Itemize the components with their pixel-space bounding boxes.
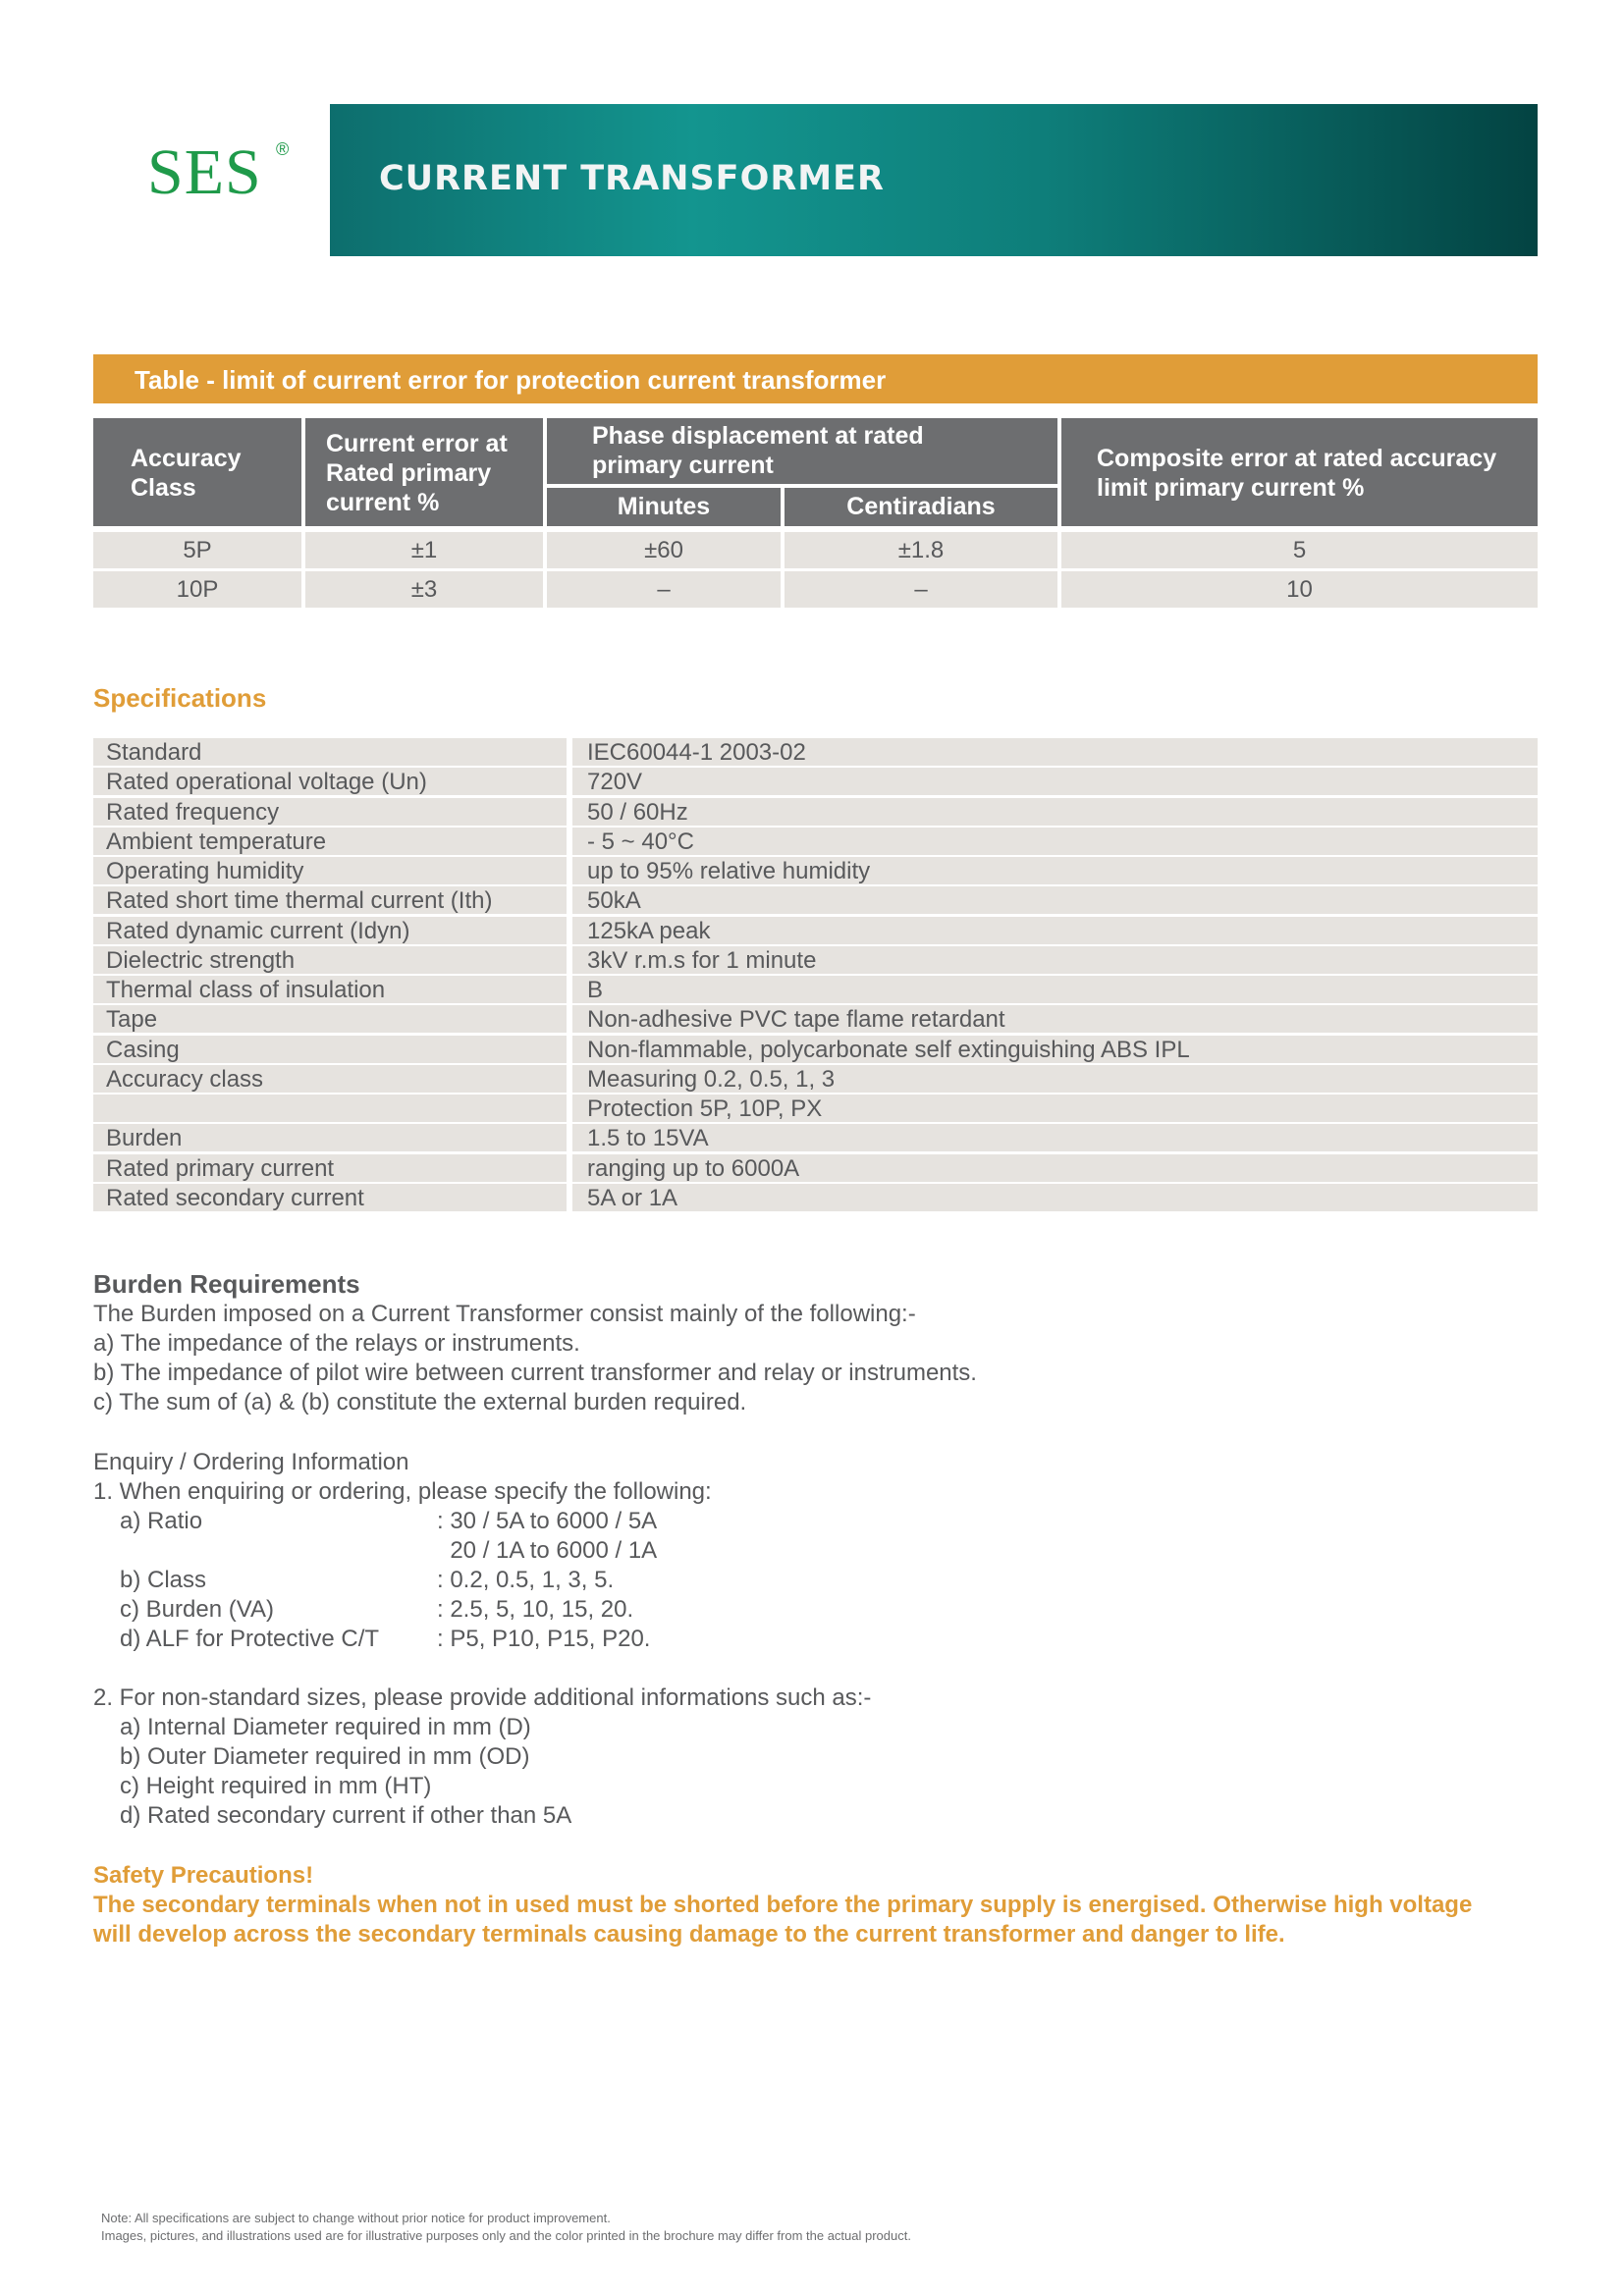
- header-minutes: Minutes: [547, 488, 781, 526]
- spec-row: [93, 1184, 1538, 1211]
- spec-value: - 5 ~ 40°C: [587, 828, 694, 855]
- spec-label: Rated secondary current: [106, 1185, 364, 1211]
- spec-value-cell: [572, 946, 1538, 974]
- enquiry-item-value: : 0.2, 0.5, 1, 3, 5.: [437, 1567, 615, 1593]
- spec-label: Burden: [106, 1125, 183, 1151]
- table-cell: 10: [1061, 571, 1538, 608]
- spec-label: Rated frequency: [106, 799, 280, 826]
- enquiry-item-2: d) Rated secondary current if other than 5A: [120, 1802, 572, 1829]
- spec-value: Non-flammable, polycarbonate self extinguishing ABS IPL: [587, 1037, 1190, 1063]
- spec-value-cell: [572, 1095, 1538, 1122]
- spec-label: Rated operational voltage (Un): [106, 769, 427, 795]
- table-cell: ±60: [547, 532, 781, 568]
- spec-value-cell: [572, 1124, 1538, 1151]
- spec-value-cell: [572, 798, 1538, 826]
- spec-value: Protection 5P, 10P, PX: [587, 1095, 823, 1122]
- enquiry-intro: 1. When enquiring or ordering, please specify the following:: [93, 1478, 712, 1505]
- spec-label: Dielectric strength: [106, 947, 296, 974]
- header-text: Composite error at rated accuracy: [1097, 445, 1497, 472]
- safety-line: The secondary terminals when not in used must be shorted before the primary supply is energised. Otherwise high voltage: [93, 1892, 1473, 1918]
- spec-label-cell: [93, 738, 567, 766]
- spec-value-cell: [572, 1036, 1538, 1063]
- enquiry-item-2: a) Internal Diameter required in mm (D): [120, 1714, 531, 1740]
- table-cell: ±1: [305, 532, 543, 568]
- spec-value: 5A or 1A: [587, 1185, 678, 1211]
- spec-label: Accuracy class: [106, 1066, 264, 1093]
- footer-note: Images, pictures, and illustrations used are for illustrative purposes only and the color printed in the brochure may differ from the actual product.: [101, 2228, 911, 2243]
- enquiry-item-2: b) Outer Diameter required in mm (OD): [120, 1743, 530, 1770]
- table-cell: 5: [1061, 532, 1538, 568]
- header-text: Phase displacement at rated: [592, 422, 924, 450]
- page-title: CURRENT TRANSFORMER: [379, 159, 885, 198]
- spec-value: 125kA peak: [587, 918, 711, 944]
- spec-label-cell: [93, 1184, 567, 1211]
- spec-value: IEC60044-1 2003-02: [587, 739, 806, 766]
- spec-row: [93, 1065, 1538, 1093]
- spec-label-cell: [93, 1124, 567, 1151]
- header-accuracy-class: [93, 418, 301, 526]
- spec-value: Non-adhesive PVC tape flame retardant: [587, 1006, 1005, 1033]
- spec-row: [93, 917, 1538, 944]
- spec-value-cell: [572, 1154, 1538, 1182]
- spec-value-cell: [572, 1184, 1538, 1211]
- spec-row: [93, 886, 1538, 914]
- spec-row: [93, 798, 1538, 826]
- spec-value: 1.5 to 15VA: [587, 1125, 709, 1151]
- enquiry-item-value: : 30 / 5A to 6000 / 5A: [437, 1508, 658, 1534]
- spec-value-cell: [572, 886, 1538, 914]
- spec-label-cell: [93, 1036, 567, 1063]
- spec-value: 50 / 60Hz: [587, 799, 688, 826]
- spec-value-cell: [572, 1065, 1538, 1093]
- table-cell: 5P: [93, 532, 301, 568]
- spec-label-cell: [93, 1154, 567, 1182]
- spec-row: [93, 1036, 1538, 1063]
- company-logo: SES: [147, 136, 262, 208]
- header-centiradians: Centiradians: [785, 488, 1057, 526]
- enquiry-item-label: d) ALF for Protective C/T: [120, 1626, 380, 1652]
- spec-label: Tape: [106, 1006, 158, 1033]
- spec-label: Operating humidity: [106, 858, 304, 884]
- spec-label-cell: [93, 857, 567, 884]
- table-cell: 10P: [93, 571, 301, 608]
- spec-label-cell: [93, 917, 567, 944]
- header-composite-error: [1061, 418, 1538, 526]
- spec-label-cell: [93, 1065, 567, 1093]
- spec-row: [93, 976, 1538, 1003]
- spec-label: Standard: [106, 739, 202, 766]
- burden-line: b) The impedance of pilot wire between current transformer and relay or instruments.: [93, 1360, 977, 1386]
- header-text: Accuracy: [131, 445, 242, 472]
- header-current-error: [305, 418, 543, 526]
- header-phase-displacement: [547, 418, 1057, 484]
- enquiry-title: Enquiry / Ordering Information: [93, 1449, 409, 1475]
- spec-value-cell: [572, 768, 1538, 795]
- enquiry-item-value: : 2.5, 5, 10, 15, 20.: [437, 1596, 634, 1623]
- spec-label: Rated dynamic current (Idyn): [106, 918, 410, 944]
- header-text: Class: [131, 474, 196, 502]
- burden-title: Burden Requirements: [93, 1269, 360, 1299]
- safety-title: Safety Precautions!: [93, 1862, 314, 1889]
- burden-line: The Burden imposed on a Current Transformer consist mainly of the following:-: [93, 1301, 916, 1327]
- spec-label: Rated primary current: [106, 1155, 335, 1182]
- spec-value-cell: [572, 828, 1538, 855]
- spec-row: [93, 1124, 1538, 1151]
- table-cell: –: [547, 571, 781, 608]
- header-text: limit primary current %: [1097, 474, 1365, 502]
- spec-label-cell: [93, 886, 567, 914]
- spec-label-cell: [93, 1005, 567, 1033]
- header-text: current %: [326, 489, 440, 516]
- enquiry-item-2: c) Height required in mm (HT): [120, 1773, 432, 1799]
- spec-label: Casing: [106, 1037, 180, 1063]
- spec-row: [93, 1154, 1538, 1182]
- spec-label-cell: [93, 976, 567, 1003]
- spec-value-cell: [572, 857, 1538, 884]
- table-cell: ±1.8: [785, 532, 1057, 568]
- spec-row: [93, 768, 1538, 795]
- spec-label: Thermal class of insulation: [106, 977, 386, 1003]
- enquiry-item-label: c) Burden (VA): [120, 1596, 274, 1623]
- table-cell: –: [785, 571, 1057, 608]
- safety-line: will develop across the secondary terminals causing damage to the current transformer and danger to life.: [93, 1921, 1285, 1948]
- spec-value-cell: [572, 976, 1538, 1003]
- specifications-title: Specifications: [93, 683, 267, 713]
- footer-note: Note: All specifications are subject to change without prior notice for product improvement.: [101, 2211, 611, 2225]
- burden-line: c) The sum of (a) & (b) constitute the external burden required.: [93, 1389, 747, 1415]
- spec-label-cell: [93, 946, 567, 974]
- spec-value: 50kA: [587, 887, 641, 914]
- enquiry-intro-2: 2. For non-standard sizes, please provide additional informations such as:-: [93, 1684, 872, 1711]
- enquiry-item-value: 20 / 1A to 6000 / 1A: [437, 1537, 658, 1564]
- spec-label-cell: [93, 798, 567, 826]
- spec-row: [93, 857, 1538, 884]
- spec-value: 720V: [587, 769, 643, 795]
- spec-value-cell: [572, 917, 1538, 944]
- table-cell: ±3: [305, 571, 543, 608]
- spec-row: [93, 1095, 1538, 1122]
- header-text: primary current: [592, 452, 774, 479]
- spec-label: Rated short time thermal current (Ith): [106, 887, 493, 914]
- spec-value: B: [587, 977, 604, 1003]
- spec-label-cell: [93, 1095, 567, 1122]
- spec-value-cell: [572, 1005, 1538, 1033]
- spec-value: up to 95% relative humidity: [587, 858, 871, 884]
- table-caption: Table - limit of current error for protection current transformer: [135, 365, 887, 395]
- spec-value: 3kV r.m.s for 1 minute: [587, 947, 817, 974]
- spec-label: Ambient temperature: [106, 828, 327, 855]
- enquiry-item-label: b) Class: [120, 1567, 207, 1593]
- registered-mark: ®: [276, 139, 290, 159]
- spec-value: ranging up to 6000A: [587, 1155, 800, 1182]
- spec-value-cell: [572, 738, 1538, 766]
- header-text: Current error at: [326, 430, 508, 457]
- spec-row: [93, 1005, 1538, 1033]
- burden-line: a) The impedance of the relays or instruments.: [93, 1330, 580, 1357]
- enquiry-item-label: a) Ratio: [120, 1508, 203, 1534]
- enquiry-item-value: : P5, P10, P15, P20.: [437, 1626, 651, 1652]
- spec-label-cell: [93, 828, 567, 855]
- spec-value: Measuring 0.2, 0.5, 1, 3: [587, 1066, 836, 1093]
- spec-row: [93, 828, 1538, 855]
- spec-row: [93, 946, 1538, 974]
- spec-label-cell: [93, 768, 567, 795]
- spec-row: [93, 738, 1538, 766]
- header-text: Rated primary: [326, 459, 492, 487]
